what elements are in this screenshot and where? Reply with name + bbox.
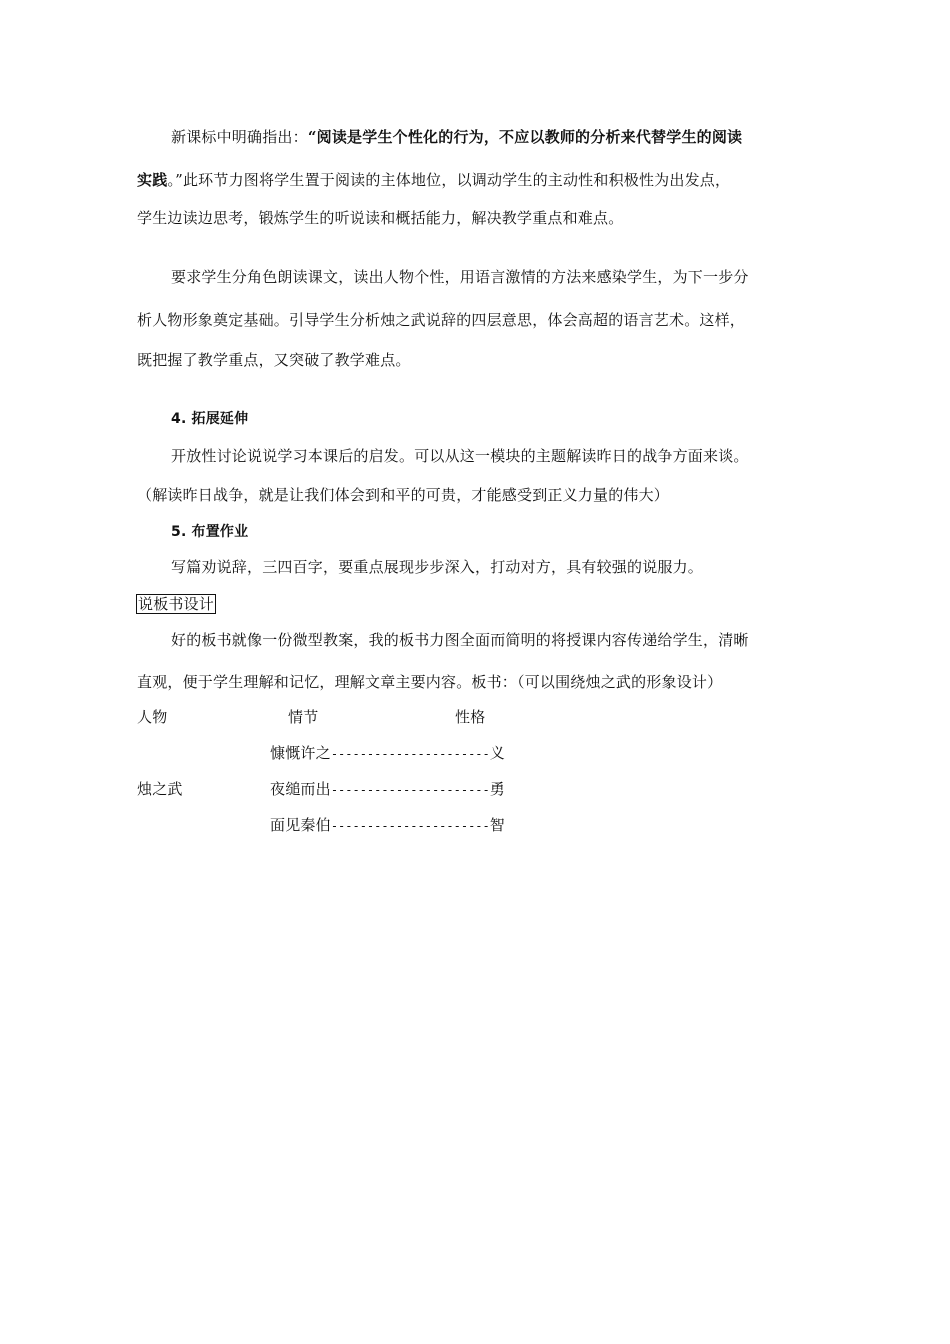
- board-row-1: [270, 743, 505, 764]
- para1-line1: [171, 127, 742, 147]
- board-line1: 好的板书就像一份微型教案，我的板书力图全面而简明的将授课内容传递给学生，清晰: [171, 631, 749, 649]
- board-row-plot: 慷慨许之: [270, 744, 331, 762]
- section4-heading: 4. 拓展延伸: [171, 411, 249, 427]
- para2-line1: 要求学生分角色朗读课文，读出人物个性，用语言激情的方法来感染学生，为下一步分: [171, 268, 749, 286]
- para1-line2-rest: 。”此环节力图将学生置于阅读的主体地位，以调动学生的主动性和积极性为出发点，: [167, 171, 731, 189]
- para2-line3: 既把握了教学重点，又突破了教学难点。: [137, 351, 411, 369]
- board-col-trait: 性格: [455, 708, 486, 726]
- para1-line1-prefix: 新课标中明确指出：: [171, 128, 308, 146]
- board-row-trait: 智: [489, 816, 505, 834]
- section4-line2: （解读昨日战争，就是让我们体会到和平的可贵，才能感受到正义力量的伟大）: [137, 486, 670, 504]
- para1-line2-quote: 实践: [137, 171, 168, 189]
- board-person: 烛之武: [137, 780, 183, 798]
- para1-line2: [137, 170, 730, 190]
- board-row-trait: 义: [489, 744, 505, 762]
- board-col-plot: 情节: [288, 708, 319, 726]
- para2-line2: 析人物形象奠定基础。引导学生分析烛之武说辞的四层意思，体会高超的语言艺术。这样，: [137, 311, 746, 329]
- board-line2: 直观，便于学生理解和记忆，理解文章主要内容。板书：（可以围绕烛之武的形象设计）: [137, 673, 723, 691]
- board-row-3: [270, 815, 505, 836]
- board-row-2: [270, 779, 505, 800]
- board-title-wrapper: [136, 594, 216, 614]
- board-row-dashes: ----------------------: [330, 783, 490, 797]
- board-row-dashes: ----------------------: [330, 747, 490, 761]
- para1-line3: 学生边读边思考，锻炼学生的听说读和概括能力，解决教学重点和难点。: [137, 209, 624, 227]
- para1-line1-quote: “阅读是学生个性化的行为，不应以教师的分析来代替学生的阅读: [307, 128, 743, 146]
- board-title: 说板书设计: [138, 595, 215, 613]
- board-row-plot: 夜缒而出: [270, 780, 331, 798]
- section5-line1: 写篇劝说辞，三四百字，要重点展现步步深入，打动对方，具有较强的说服力。: [171, 558, 704, 576]
- board-col-person: 人物: [137, 708, 168, 726]
- section4-line1: 开放性讨论说说学习本课后的启发。可以从这一模块的主题解读昨日的战争方面来谈。: [171, 447, 749, 465]
- section5-heading: 5. 布置作业: [171, 524, 249, 540]
- board-row-dashes: ----------------------: [330, 819, 490, 833]
- board-row-trait: 勇: [489, 780, 505, 798]
- board-row-plot: 面见秦伯: [270, 816, 331, 834]
